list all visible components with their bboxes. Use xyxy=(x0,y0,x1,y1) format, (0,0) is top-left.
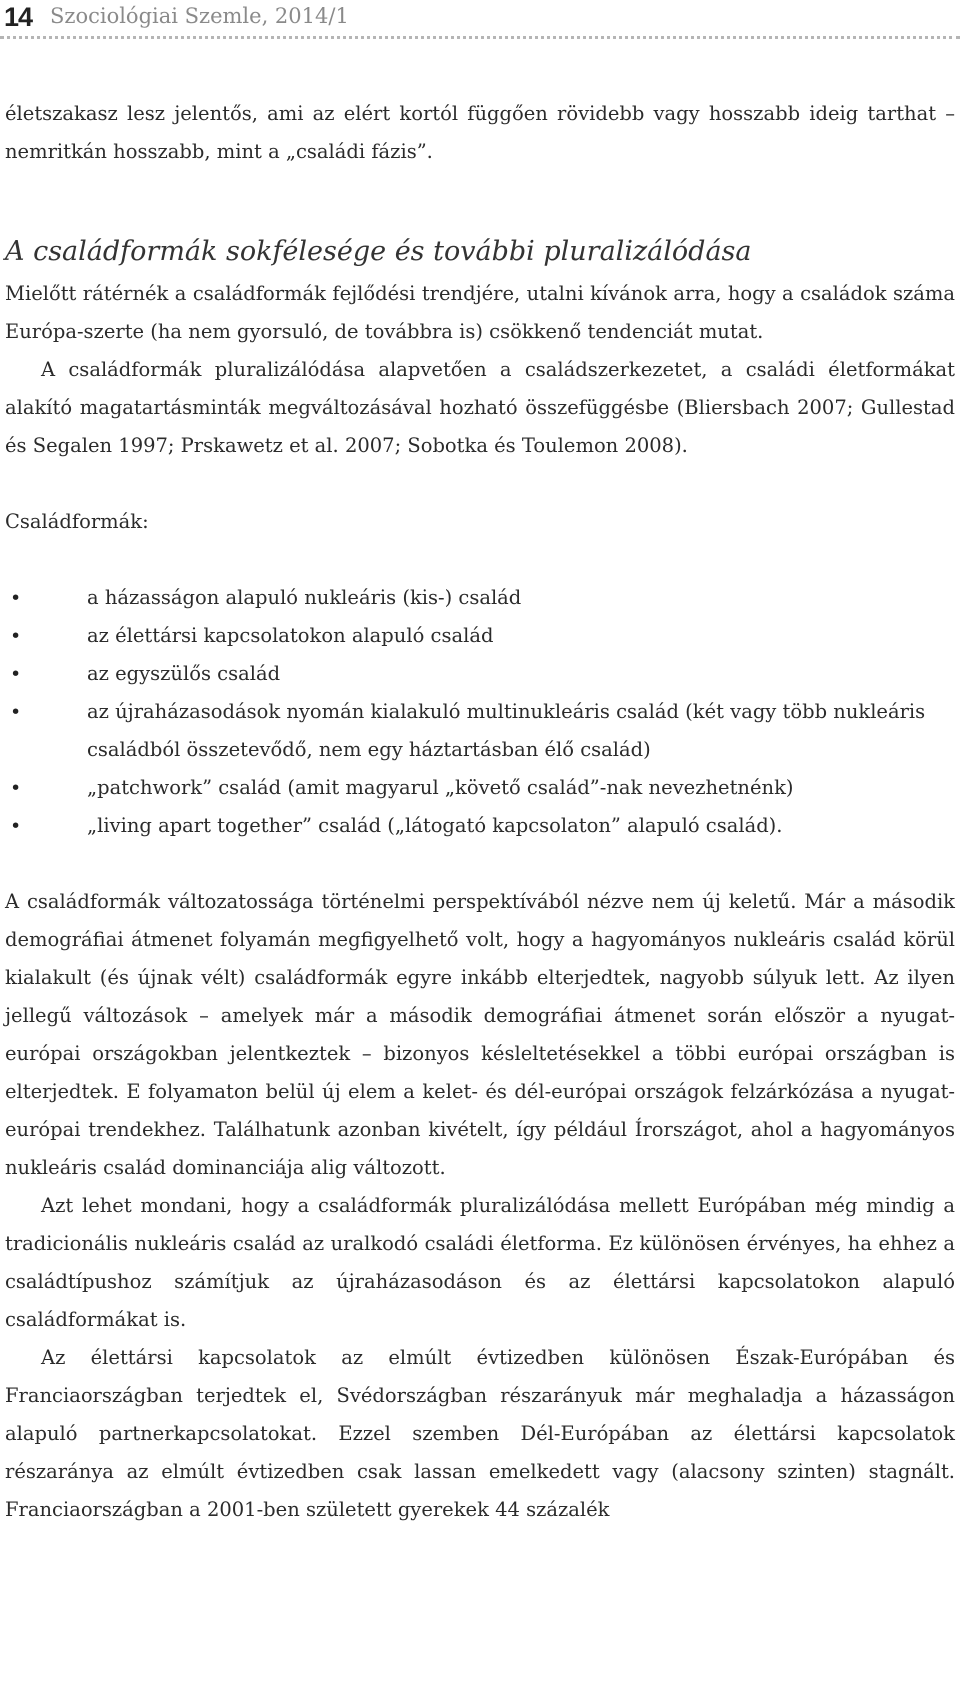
header-divider xyxy=(0,36,960,39)
list-item xyxy=(5,693,955,769)
list-item-text: az egyszülős család xyxy=(87,662,281,685)
bullet-icon: • xyxy=(10,587,22,609)
page-header xyxy=(0,0,960,34)
article-body xyxy=(5,95,955,1529)
journal-title: Szociológiai Szemle, 2014/1 xyxy=(50,4,349,28)
paragraph-1: Mielőtt rátérnék a családformák fejlődési trendjére, utalni kívánok arra, hogy a családok száma Európa-szerte (ha nem gyorsuló, de továbbra is) csökkenő tendenciát mutat. xyxy=(5,282,955,343)
list-item-text: a házasságon alapuló nukleáris (kis-) család xyxy=(87,586,522,609)
bullet-icon: • xyxy=(10,701,22,723)
list-item-text: „patchwork” család (amit magyarul „követő család”-nak nevezhetnénk) xyxy=(87,776,794,799)
paragraph-4: Azt lehet mondani, hogy a családformák pluralizálódása mellett Európában még mindig a tradicionális nukleáris család az uralkodó családi életforma. Ez különösen érvényes, ha ehhez a családtípushoz számítjuk az újraházasodáson és az élettársi kapcsolatokon alapuló családformákat is. xyxy=(5,1194,955,1331)
bullet-icon: • xyxy=(10,625,22,647)
paragraph-2: A családformák pluralizálódása alapvetően a családszerkezetet, a családi életformákat alakító magatartásminták megváltozásával hozható összefüggésbe (Bliersbach 2007; Gullestad és Segalen 1997; Prskawetz et al. 2007; Sobotka és Toulemon 2008). xyxy=(5,358,955,457)
list-item xyxy=(5,769,955,807)
paragraph-3: A családformák változatossága történelmi perspektívából nézve nem új keletű. Már a második demográfiai átmenet folyamán megfigyelhető volt, hogy a hagyományos nukleáris család körül kialakult (és újnak vélt) családformák egyre inkább elterjedtek, nagyobb súlyuk lett. Az ilyen jellegű változások – amelyek már a második demográfiai átmenet során először a nyugat-európai országokban jelentkeztek – bizonyos késleltetésekkel a többi európai országban is elterjedtek. E folyamaton belül új elem a kelet- és dél-európai országok felzárkózása a nyugat-európai trendekhez. Találhatunk azonban kivételt, így például Írországot, ahol a hagyományos nukleáris család dominanciája alig változott. xyxy=(5,890,955,1179)
list-item xyxy=(5,617,955,655)
list-item-text: az élettársi kapcsolatokon alapuló család xyxy=(87,624,494,647)
list-label: Családformák: xyxy=(5,510,149,533)
family-forms-list xyxy=(5,579,955,845)
paragraph-5: Az élettársi kapcsolatok az elmúlt évtizedben különösen Észak-Európában és Franciaországban terjedtek el, Svédországban részarányuk már meghaladja a házasságon alapuló partnerkapcsolatokat. Ezzel szemben Dél-Európában az élettársi kapcsolatok részaránya az elmúlt évtizedben csak lassan emelkedett vagy (alacsony szinten) stagnált. Franciaországban a 2001-ben született gyerekek 44 százalék xyxy=(5,1346,955,1521)
list-item xyxy=(5,655,955,693)
list-item-text: „living apart together” család („látogató kapcsolaton” alapuló család). xyxy=(87,814,783,837)
bullet-icon: • xyxy=(10,663,22,685)
bullet-icon: • xyxy=(10,777,22,799)
list-item xyxy=(5,579,955,617)
intro-paragraph: életszakasz lesz jelentős, ami az elért kortól függően rövidebb vagy hosszabb ideig tarthat – nemritkán hosszabb, mint a „családi fázis”. xyxy=(5,102,955,163)
section-heading: A családformák sokfélesége és további pluralizálódása xyxy=(5,236,752,267)
page-number: 14 xyxy=(4,2,33,32)
bullet-icon: • xyxy=(10,815,22,837)
list-item-text: az újraházasodások nyomán kialakuló multinukleáris család (két vagy több nukleáris családból összetevődő, nem egy háztartásban élő család) xyxy=(87,700,926,761)
list-item xyxy=(5,807,955,845)
